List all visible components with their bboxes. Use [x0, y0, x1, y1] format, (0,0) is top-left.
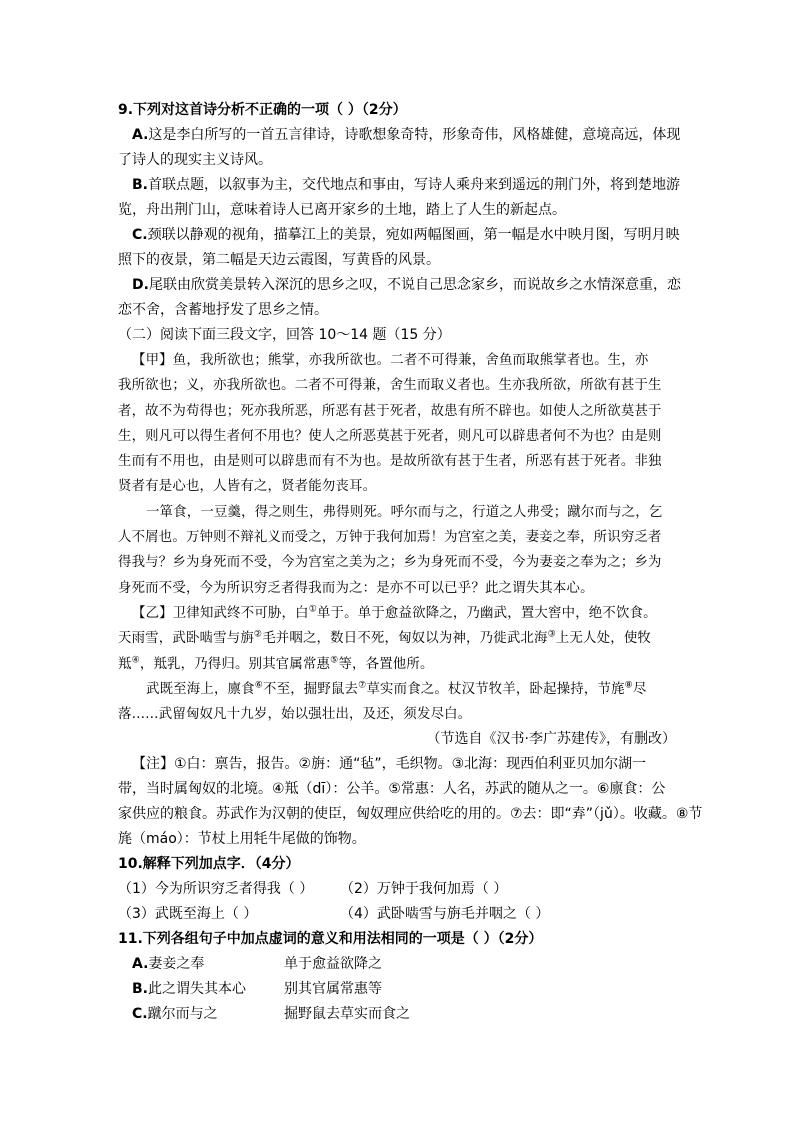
passage-line: 生，则凡可以得生者何不用也？使人之所恶莫甚于死者，则凡可以辟患者何不为也？由是则: [118, 428, 662, 444]
q10-title: 10.解释下列加点字．（4分）: [118, 856, 300, 873]
option-label: A.: [132, 127, 149, 143]
passage-text: ，羝乳，乃得归。别其官属常惠: [139, 656, 331, 672]
passage-line: 落……武留匈奴凡十九岁，始以强壮出，及还，须发尽白。: [118, 707, 472, 723]
footnote-marker: ①: [308, 604, 317, 615]
section-heading: （二）阅读下面三段文字，回答 10～14 题（15 分）: [118, 327, 451, 343]
q10-item: （2）万钟于我何加焉（ ）: [340, 881, 508, 898]
note-line: 带，当时属匈奴的北境。④羝（dī）：公羊。⑤常惠：人名，苏武的随从之一。⑥廪食：公: [118, 781, 666, 798]
passage-text: 天雨雪，武卧啮雪与旃: [118, 631, 254, 647]
passage-tag: 【甲】: [132, 353, 173, 368]
option-label: B.: [132, 177, 148, 193]
passage-line: 身死而不受，今为所识穷乏者得我而为之：是亦不可以已乎？此之谓失其本心。: [118, 580, 594, 596]
note-line: ①白：禀告，报告。②旃：通“毡”，毛织物。③北海：现西伯利亚贝加尔湖一: [174, 756, 647, 773]
q11-option-a: [118, 952, 678, 977]
option-label: B.: [132, 981, 148, 998]
q10-row: [118, 877, 678, 902]
option-text: 恋不舍，含蓄地抒发了思乡之情。: [118, 302, 328, 318]
footnote-marker: ③: [547, 629, 556, 640]
footnote-marker: ⑤: [330, 655, 339, 666]
option-label: C.: [132, 1006, 148, 1023]
exam-page: [118, 98, 703, 1027]
q9-option-a: [118, 123, 681, 173]
note-line: 旄（máo）：节杖上用牦牛尾做的饰物。: [118, 831, 366, 848]
passage-text: 等，各置他所。: [338, 656, 434, 672]
option-text: 览，舟出荆门山，意味着诗人已离开家乡的土地，踏上了人生的新起点。: [118, 202, 566, 218]
footnote-marker: ⑧: [624, 680, 633, 691]
passage-line: 人不屑也。万钟则不辩礼义而受之，万钟于我何加焉！为宫室之美，妻妾之奉，所识穷乏者: [118, 530, 662, 546]
q10-item: （1）今为所识穷乏者得我（ ）: [118, 881, 314, 898]
option-left: 此之谓失其本心: [148, 981, 246, 998]
option-label: D.: [132, 277, 149, 293]
option-label: C.: [132, 227, 148, 243]
notes: [118, 752, 703, 852]
passage-text: 武既至海上，廪食: [146, 681, 255, 697]
passage-tag: 【乙】: [132, 605, 173, 621]
q11-title: 11.下列各组句子中加点虚词的意义和用法相同的一项是（ ）（2分）: [118, 931, 543, 948]
passage-line: 得我与？乡为身死而不受，今为宫室之美为之；乡为身死而不受，今为妻妾之奉为之；乡为: [118, 555, 662, 571]
note-line: 家供应的粮食。苏武作为汉朝的使臣，匈奴理应供给吃的用的。⑦去：即“弆”（jǔ）。收藏。⑧节: [118, 806, 703, 823]
option-right: 掘野鼠去草实而食之: [284, 1006, 410, 1023]
q9-option-b: [118, 173, 678, 223]
option-right: 单于愈益欲降之: [284, 956, 382, 973]
option-left: 蹴尔而与之: [147, 1006, 218, 1023]
option-label: A.: [132, 956, 149, 973]
option-left: 妻妾之奉: [148, 956, 205, 973]
option-text: 这是李白所写的一首五言律诗，诗歌想象奇特，形象奇伟，风格雄健，意境高远，体现: [148, 127, 681, 143]
passage-text: 草实而食之。杖汉节牧羊，卧起操持，节旄: [366, 681, 625, 697]
passage-yi: [118, 601, 678, 727]
passage-text: 单于。单于愈益欲降之，乃幽武，置大窖中，绝不饮食。: [316, 605, 657, 621]
option-text: 首联点题，以叙事为主，交代地点和事由，写诗人乘舟来到遥远的荆门外，将到楚地游: [148, 177, 680, 193]
passage-line: 者，故不为苟得也；死亦我所恶，所恶有甚于死者，故患有所不辟也。如使人之所欲莫甚于: [118, 403, 662, 419]
passage-line: 我所欲也；义，亦我所欲也。二者不可得兼，舍生而取义者也。生亦我所欲，所欲有甚于生: [118, 378, 662, 394]
q9-option-c: [118, 223, 678, 273]
q9-title: 9.下列对这首诗分析不正确的一项（ ）（2分）: [118, 102, 407, 118]
passage-text: 尽: [632, 681, 647, 697]
q11-option-b: [118, 977, 678, 1002]
passage-line: 鱼，我所欲也；熊掌，亦我所欲也。二者不可得兼，舍鱼而取熊掌者也。生，亦: [172, 353, 649, 368]
notes-tag: 【注】: [132, 756, 174, 773]
passage-text: 上无人处，使牧: [555, 631, 652, 647]
passage-jia: [118, 348, 678, 601]
footnote-marker: ②: [253, 629, 263, 640]
option-text: 了诗人的现实主义诗风。: [118, 152, 272, 168]
passage-source: （节选自《汉书·李广苏建传》，有删改）: [426, 731, 676, 748]
q11-option-c: [118, 1002, 678, 1027]
passage-text: 不至，掘野鼠去: [263, 681, 359, 697]
passage-line: 贤者有是心也，人皆有之，贤者能勿丧耳。: [118, 479, 377, 495]
option-text: 尾联由欣赏美景转入深沉的思乡之叹，不说自己思念家乡，而说故乡之水情深意重，恋: [148, 277, 681, 293]
passage-line: 一箪食，一豆羹，得之则生，弗得则死。呼尔而与之，行道之人弗受；蹴尔而与之，乞: [146, 504, 663, 520]
option-text: 颈联以静观的视角，描摹江上的美景，宛如两幅图画，第一幅是水中映月图，写明月映: [147, 227, 680, 243]
q10-item: （3）武既至海上（ ）: [118, 906, 258, 923]
passage-text: 毛并咽之，数日不死，匈奴以为神，乃徙武北海: [262, 631, 548, 647]
option-text: 照下的夜景，第二幅是天边云霞图，写黄昏的风景。: [118, 252, 440, 268]
q10-item: （4）武卧啮雪与旃毛并咽之（ ）: [340, 906, 550, 923]
passage-line: 生而有不用也，由是则可以辟患而有不为也。是故所欲有甚于生者，所恶有甚于死者。非独: [118, 454, 662, 470]
passage-text: 羝: [118, 656, 132, 672]
footnote-marker: ④: [131, 655, 140, 666]
option-right: 别其官属常惠等: [284, 981, 382, 998]
passage-text: 卫律知武终不可胁，白: [172, 605, 309, 621]
footnote-marker: ⑦: [358, 680, 367, 691]
q9-option-d: [118, 273, 681, 323]
q10-row: [118, 902, 678, 927]
footnote-marker: ⑥: [254, 680, 264, 691]
